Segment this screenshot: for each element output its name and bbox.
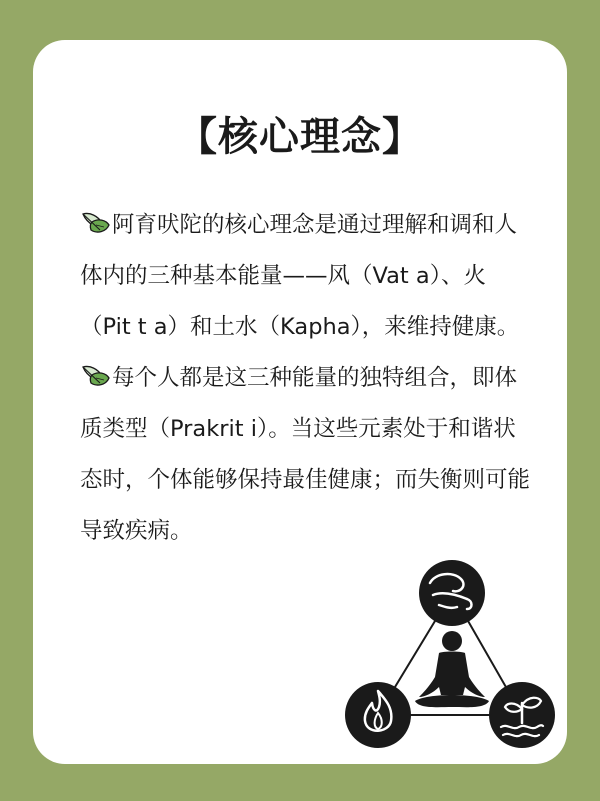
paragraph-1 (80, 200, 530, 353)
wind-swirl-icon (419, 560, 485, 626)
paragraph-2 (80, 353, 530, 557)
earth-sprout-icon (489, 682, 555, 748)
content-body (80, 200, 530, 557)
leaf-icon (80, 210, 110, 236)
paragraph-1-text: 阿育吠陀的核心理念是通过理解和调和人体内的三种基本能量——风（Vat a）、火（Pit t a）和土水（Kapha），来维持健康。 (80, 212, 520, 340)
paragraph-2-text: 每个人都是这三种能量的独特组合，即体质类型（Prakrit i）。当这些元素处于和谐状态时，个体能够保持最佳健康；而失衡则可能导致疾病。 (80, 365, 531, 544)
leaf-icon (80, 363, 110, 389)
page-title: 【核心理念】 (177, 114, 423, 160)
dosha-triangle-illustration (335, 555, 565, 755)
meditation-figure-icon (415, 631, 489, 707)
fire-icon (345, 682, 411, 748)
